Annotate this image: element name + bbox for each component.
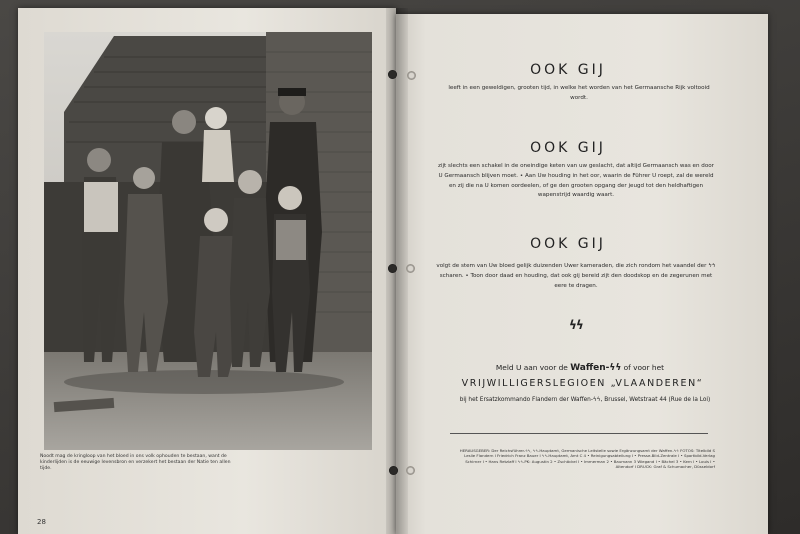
ss-rune-symbol: ϟϟ (569, 318, 583, 332)
enlist-waffen: Waffen-ϟϟ (570, 363, 622, 373)
page-number: 28 (37, 518, 46, 526)
binder-hole (406, 466, 415, 475)
binder-hole (407, 71, 416, 80)
paragraph-3: volgt de stem van Uw bloed gelijk duizenden Uwer kameraden, die zich rondom het vaandel der ϟϟ scharen. • Toon door daad en houding, dat ook gij bereid zijt den doodskop en de zegerunen met eere te dragen. (436, 263, 716, 289)
publisher-credits: HERAUSGEBER: Der Reichsführer-ϟϟ, ϟϟ-Hauptamt, Germanische Leitstelle sowie Ergänzungsamt der Waffen-ϟϟ FOTOS: Titelbild S Leslie Flandern I Friedrich Franz Bauer I ϟϟ-Hauptamt, Amt C 4 • Reinigungsabteilung I • Presse-Bild-Zentrale I • Sportbild-Verlag Schirner I • Hans Retzlaff I ϟϟ-PK: Augustin 2 • Zschäckel I • Immerman 2 • Baumann 3 Wiegand I • Bächel 3 • Kern I • Louis I • Altendorf I DRUCK: Graf & Schumacher, Düsseldorf (459, 448, 715, 470)
binder-hole (389, 466, 398, 475)
heading-ook-gij-3: OOK GIJ (530, 236, 606, 252)
heading-ook-gij-2: OOK GIJ (530, 140, 606, 156)
binder-hole (406, 264, 415, 273)
address-line: bij het Ersatzkommando Flandern der Waffen-ϟϟ, Brussel, Wetstraat 44 (Rue de la Loi) (459, 397, 711, 403)
binder-hole (388, 70, 397, 79)
legion-name: VRIJWILLIGERSLEGIOEN „VLAANDEREN“ (461, 378, 704, 389)
divider-line (450, 433, 708, 434)
family-photo-image (44, 32, 372, 450)
photo-caption: Noodt mag de kringloop van het bloed in ons volk ophouden te bestaan, want de kinderlijden is de eeuwige levensbron en verzekert het bestaan der Natie ten allen tijde. (40, 454, 231, 472)
enlist-suffix: of voor het (623, 363, 665, 372)
paragraph-2: zijt slechts een schakel in de oneindige keten van uw geslacht, dat altijd Germaansch was en door U Germaansch blijven moet. • Aan Uw houding in het oor, waarin de Führer U roept, zal de wereld en zij die na U komen oordeelen, of ge den grooten opgang der jeugd tot den heldhaftigen wapenstrijd waardig waart. (438, 163, 714, 199)
enlist-line (430, 363, 730, 373)
binder-hole (388, 264, 397, 273)
paragraph-1: leeft in een geweldigen, grooten tijd, in welke het worden van het Germaansche Rijk voltooid wordt. (448, 85, 710, 101)
enlist-prefix: Meld U aan voor de (495, 363, 568, 372)
family-photograph (44, 32, 372, 450)
heading-ook-gij-1: OOK GIJ (530, 62, 606, 78)
